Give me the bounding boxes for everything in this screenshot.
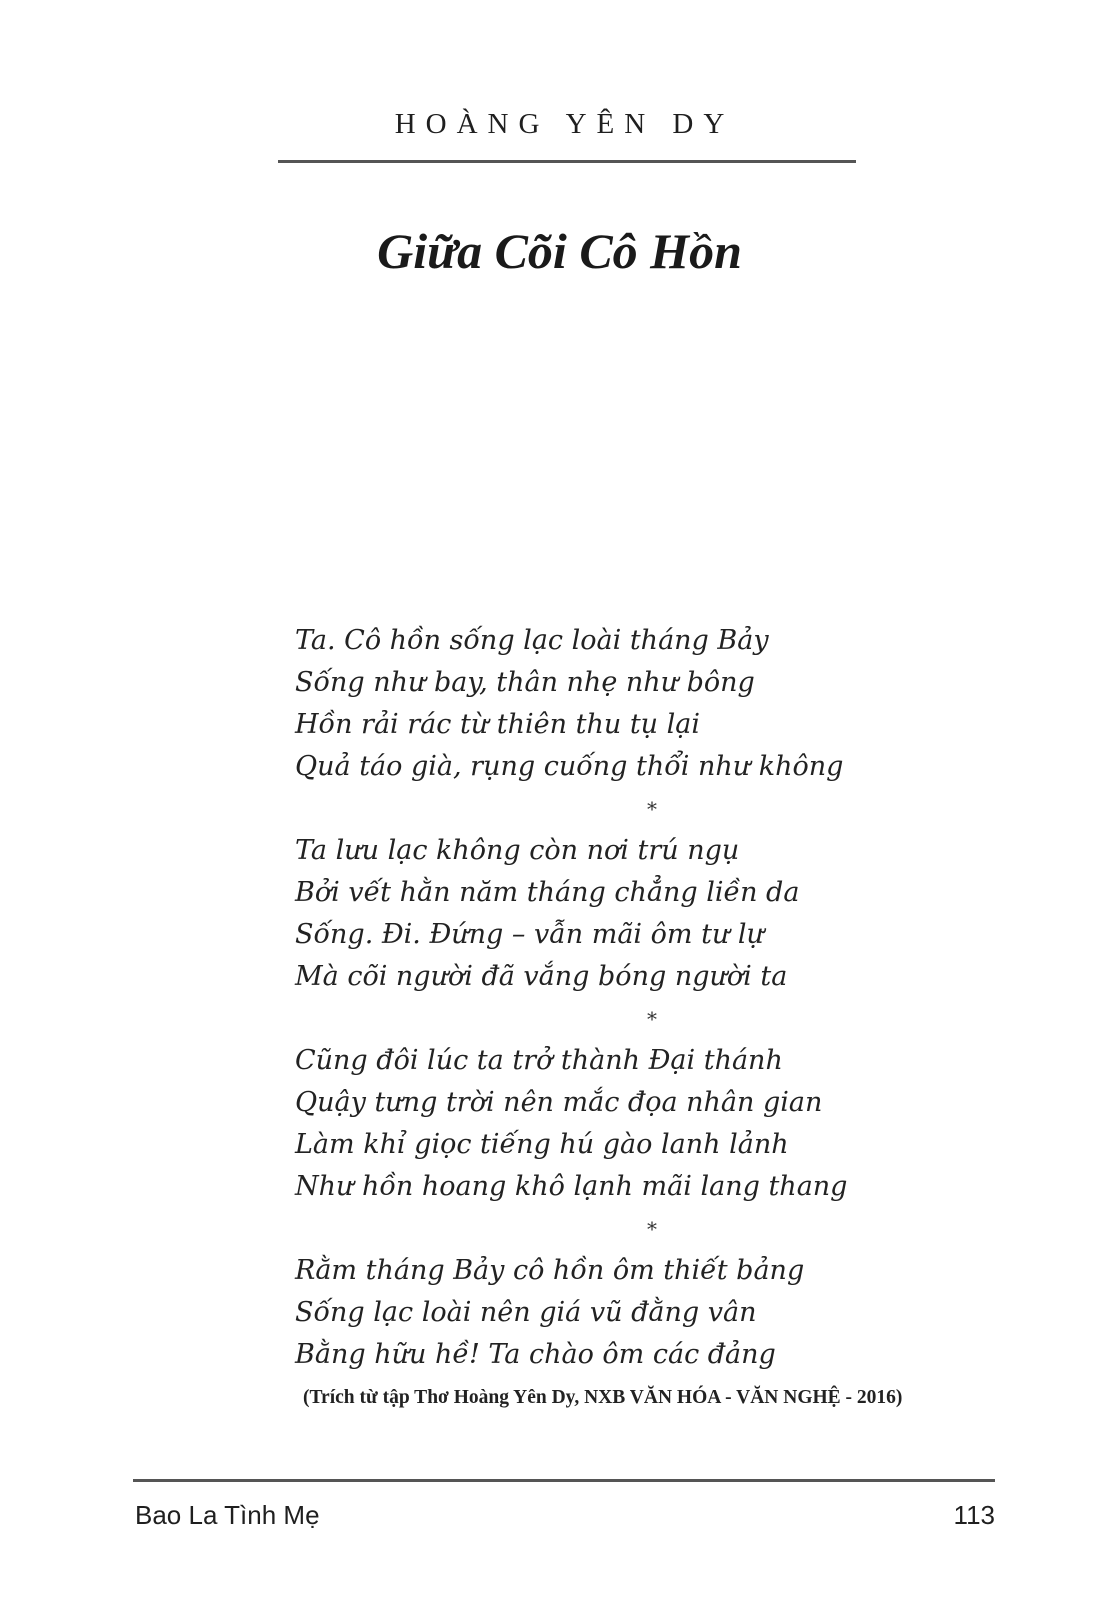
- footer-book-title: Bao La Tình Mẹ: [135, 1500, 320, 1530]
- page-number: 113: [953, 1500, 995, 1530]
- footer-divider: [133, 1479, 995, 1482]
- poem-line: Bằng hữu hề! Ta chào ôm các đảng: [295, 1339, 776, 1370]
- header-divider: [278, 160, 856, 163]
- stanza-separator: *: [647, 1007, 657, 1031]
- stanza-separator: *: [647, 797, 657, 821]
- poem-line: Bởi vết hằn năm tháng chẳng liền da: [295, 877, 800, 908]
- poem-line: Quả táo già, rụng cuống thổi như không: [295, 751, 844, 782]
- stanza: [295, 1250, 915, 1376]
- poem-line: Rằm tháng Bảy cô hồn ôm thiết bảng: [295, 1255, 805, 1286]
- stanza: [295, 1040, 915, 1208]
- poem-line: Như hồn hoang khô lạnh mãi lang thang: [295, 1171, 848, 1202]
- stanza-separator: *: [647, 1217, 657, 1241]
- running-header-author: HOÀNG YÊN DY: [394, 108, 735, 140]
- poem-line: Ta lưu lạc không còn nơi trú ngụ: [295, 835, 740, 866]
- stanza: [295, 620, 915, 788]
- poem-line: Sống. Đi. Đứng – vẫn mãi ôm tư lự: [295, 919, 764, 950]
- poem-line: Sống lạc loài nên giá vũ đằng vân: [295, 1297, 757, 1328]
- poem-body: [295, 620, 915, 1376]
- stanza: [295, 830, 915, 998]
- source-citation: (Trích từ tập Thơ Hoàng Yên Dy, NXB VĂN HÓA - VĂN NGHỆ - 2016): [303, 1387, 903, 1408]
- poem-line: Sống như bay, thân nhẹ như bông: [295, 667, 755, 698]
- poem-line: Mà cõi người đã vắng bóng người ta: [295, 961, 788, 992]
- poem-line: Hồn rải rác từ thiên thu tụ lại: [295, 709, 701, 740]
- poem-line: Làm khỉ giọc tiếng hú gào lanh lảnh: [295, 1129, 789, 1160]
- poem-title: Giữa Cõi Cô Hồn: [377, 223, 742, 279]
- poem-line: Cũng đôi lúc ta trở thành Đại thánh: [295, 1045, 783, 1076]
- poem-line: Quậy tưng trời nên mắc đọa nhân gian: [295, 1087, 823, 1118]
- poem-line: Ta. Cô hồn sống lạc loài tháng Bảy: [295, 625, 769, 656]
